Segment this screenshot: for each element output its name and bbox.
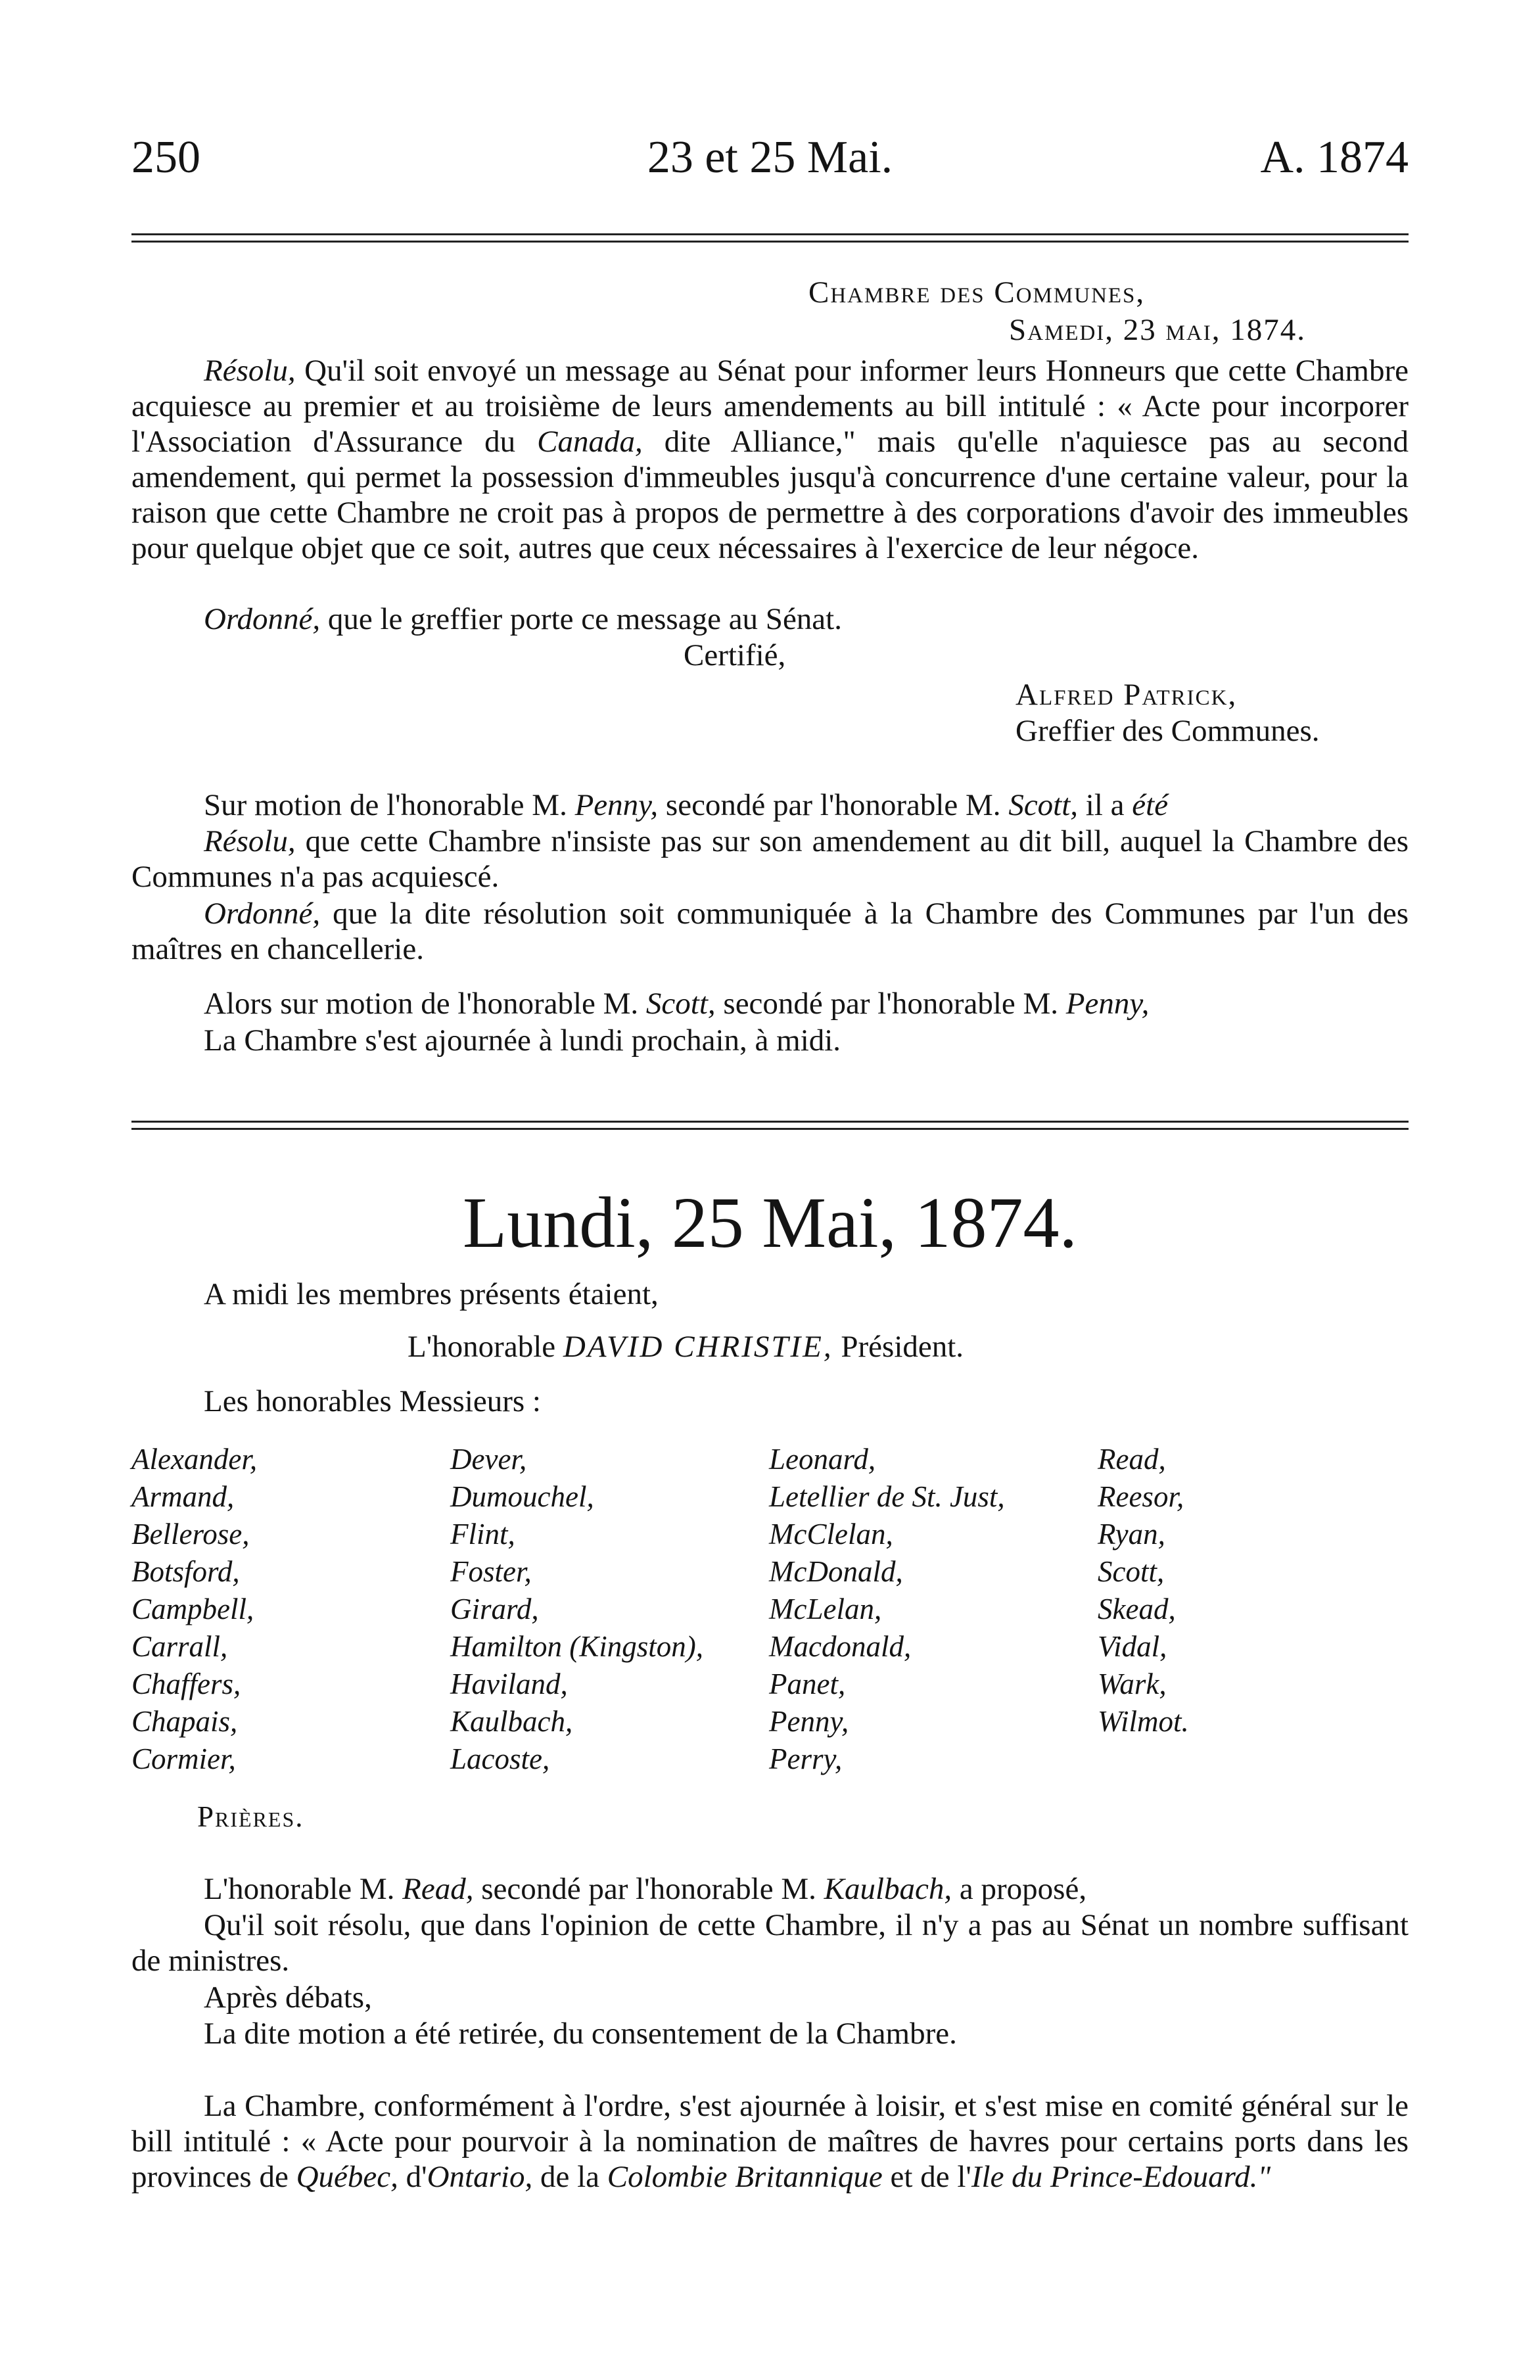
member-name: Haviland,	[450, 1668, 568, 1700]
committee-text-a: La Chambre, conformément à l'ordre, s'est ajournée à loisir, et s'est mise en comité général sur le bill intitulé : « Acte pour pourvoir à la nomination de maîtres de havres pour certains ports dans les provinces de	[131, 2089, 1409, 2194]
member-name: Bellerose,	[131, 1518, 250, 1551]
resolu-text-3: que cette Chambre n'insiste pas sur son amendement au dit bill, auquel la Chambre des Communes n'a pas acquiescé.	[131, 824, 1409, 894]
member-penny: Penny,	[574, 788, 659, 822]
motion-2-text-b: secondé par l'honorable M.	[473, 1872, 824, 1906]
motion-1-order	[131, 896, 1409, 967]
message-date: Samedi, 23 mai, 1874.	[1009, 313, 1306, 347]
place-colombie: Colombie Britannique	[607, 2160, 883, 2194]
member-name: Skead,	[1098, 1593, 1176, 1625]
committee-text-b: d'	[398, 2160, 427, 2194]
committee-text-d: et de l'	[882, 2160, 971, 2194]
canada-word: Canada,	[537, 425, 643, 459]
motion-2	[131, 1871, 1409, 1907]
member-name: Carrall,	[131, 1630, 228, 1663]
president-name: DAVID CHRISTIE,	[563, 1330, 833, 1364]
prayers-heading: Prières.	[197, 1800, 304, 1833]
member-name: Dumouchel,	[450, 1480, 594, 1513]
resolu-text-2: dite Alliance," mais qu'elle n'aquiesce pas au second amendement, qui permet la possession d'immeubles jusqu'à concurrence d'une certaine valeur, pour la raison que cette Chambre ne croit pas à propos de permettre à des corporations d'avoir des immeubles pour quelque objet que ce soit, autres que ceux nécessaires à l'exercice de leur négoce.	[131, 425, 1409, 565]
motion-2-text-a: L'honorable M.	[204, 1872, 403, 1906]
certifie: Certifié,	[684, 638, 786, 672]
chamber-heading: Chambre des Communes,	[808, 275, 1146, 310]
motion-2-withdrawn: La dite motion a été retirée, du consentement de la Chambre.	[204, 2017, 957, 2051]
resolu-label: Résolu,	[204, 354, 296, 388]
message-resolution	[131, 353, 1409, 566]
messieurs-line: Les honorables Messieurs :	[204, 1384, 541, 1418]
member-name: Ryan,	[1098, 1518, 1165, 1551]
adjourn-line: La Chambre s'est ajournée à lundi prochain, à midi.	[204, 1023, 841, 1058]
member-penny-2: Penny,	[1065, 987, 1150, 1021]
committee-text-c: de la	[532, 2160, 607, 2194]
member-name: McClelan,	[769, 1518, 893, 1551]
member-name: Alexander,	[131, 1443, 258, 1476]
header-year: A. 1874	[1260, 132, 1409, 183]
member-name: Armand,	[131, 1480, 235, 1513]
ordonne-label-2: Ordonné,	[204, 897, 321, 931]
member-name: Leonard,	[769, 1443, 876, 1476]
members-column-1	[131, 1441, 257, 1778]
message-order	[131, 601, 1409, 637]
resolu-text: Qu'il soit envoyé un message au Sénat pour informer leurs Honneurs que cette Chambre acquiesce au premier et au troisième de leurs amendements au bill intitulé : « Acte pour incorporer l'Association d'Assurance du	[131, 354, 1409, 459]
member-name: Macdonald,	[769, 1630, 912, 1663]
presence-line: A midi les membres présents étaient,	[204, 1277, 659, 1311]
motion-2-text-c: a proposé,	[952, 1872, 1087, 1906]
header-date: 23 et 25 Mai.	[647, 132, 893, 183]
member-name: Campbell,	[131, 1593, 254, 1625]
member-read: Read,	[402, 1872, 474, 1906]
member-name: Perry,	[769, 1742, 843, 1775]
president-suffix: Président.	[833, 1330, 964, 1364]
motion-2-debate: Après débats,	[204, 1980, 372, 2015]
member-scott-2: Scott,	[645, 987, 716, 1021]
member-name: Hamilton (Kingston),	[450, 1630, 704, 1663]
member-name: Botsford,	[131, 1555, 240, 1588]
committee-paragraph	[131, 2088, 1409, 2195]
members-column-2	[450, 1441, 703, 1778]
member-name: Panet,	[769, 1668, 846, 1700]
member-name: Letellier de St. Just,	[769, 1480, 1005, 1513]
member-name: Wark,	[1098, 1668, 1167, 1700]
header-rule	[131, 233, 1409, 243]
place-quebec: Québec,	[296, 2160, 398, 2194]
ordonne-text-2: que la dite résolution soit communiquée à la Chambre des Communes par l'un des maîtres en chancellerie.	[131, 897, 1409, 966]
adjourn-text-a: Alors sur motion de l'honorable M.	[204, 987, 646, 1021]
member-name: McDonald,	[769, 1555, 903, 1588]
adjourn-text-b: secondé par l'honorable M.	[715, 987, 1066, 1021]
president-line	[408, 1329, 1393, 1365]
ordonne-label: Ordonné,	[204, 602, 321, 636]
member-name: Chapais,	[131, 1705, 238, 1738]
place-ontario: Ontario,	[427, 2160, 533, 2194]
member-kaulbach: Kaulbach,	[824, 1872, 952, 1906]
member-name: Lacoste,	[450, 1742, 550, 1775]
motion-1-text-c: il a	[1078, 788, 1132, 822]
member-name: Cormier,	[131, 1742, 236, 1775]
place-ile: Ile du Prince-Edouard."	[971, 2160, 1271, 2194]
member-name: Kaulbach,	[450, 1705, 573, 1738]
motion-2-resolution: Qu'il soit résolu, que dans l'opinion de cette Chambre, il n'y a pas au Sénat un nombre suffisant de ministres.	[131, 1908, 1409, 1978]
motion-1	[131, 787, 1409, 823]
ordonne-text: que le greffier porte ce message au Sénat.	[320, 602, 842, 636]
day-title: Lundi, 25 Mai, 1874.	[463, 1182, 1077, 1263]
member-scott: Scott,	[1008, 788, 1079, 822]
member-name: Wilmot.	[1098, 1705, 1189, 1738]
motion-1-text-a: Sur motion de l'honorable M.	[204, 788, 575, 822]
section-rule	[131, 1121, 1409, 1130]
member-name: McLelan,	[769, 1593, 882, 1625]
signatory-name: Alfred Patrick,	[1015, 678, 1238, 712]
motion-1-text-b: secondé par l'honorable M.	[658, 788, 1009, 822]
adjourn-motion	[131, 986, 1409, 1021]
member-name: Scott,	[1098, 1555, 1165, 1588]
members-column-4	[1098, 1441, 1189, 1740]
page-number: 250	[131, 132, 200, 183]
signatory-title: Greffier des Communes.	[1015, 714, 1320, 748]
president-prefix: L'honorable	[408, 1330, 563, 1364]
member-name: Chaffers,	[131, 1668, 241, 1700]
members-roster	[131, 1441, 1409, 1783]
member-name: Vidal,	[1098, 1630, 1167, 1663]
member-name: Reesor,	[1098, 1480, 1184, 1513]
member-name: Foster,	[450, 1555, 532, 1588]
member-name: Read,	[1098, 1443, 1166, 1476]
motion-1-ete: été	[1132, 788, 1169, 822]
member-name: Girard,	[450, 1593, 539, 1625]
member-name: Flint,	[450, 1518, 515, 1551]
member-name: Penny,	[769, 1705, 849, 1738]
member-name: Dever,	[450, 1443, 527, 1476]
resolu-label-2: Résolu,	[204, 824, 296, 858]
motion-1-resolution	[131, 824, 1409, 895]
members-column-3	[769, 1441, 1005, 1778]
